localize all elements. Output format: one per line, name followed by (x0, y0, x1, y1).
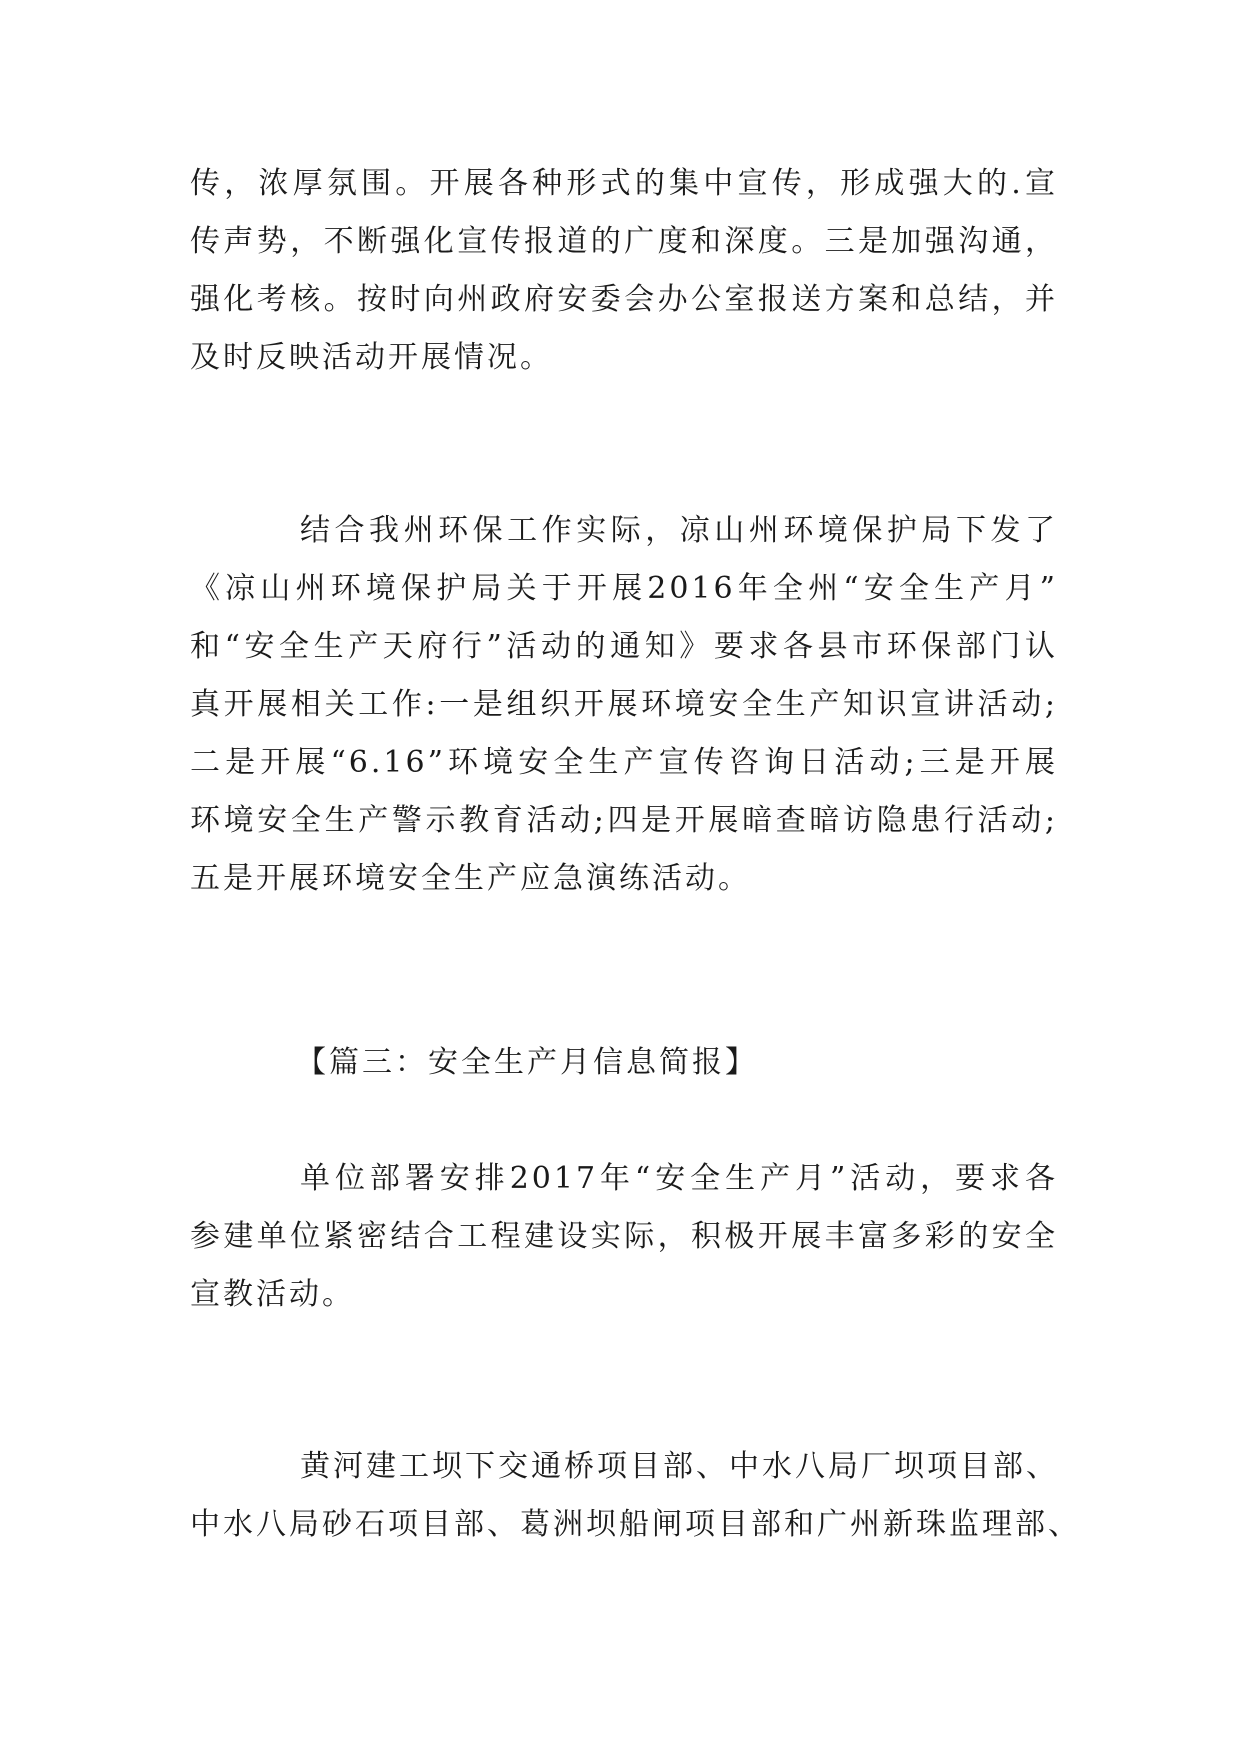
text-line: 结合我州环保工作实际，凉山州环境保护局下发了 (300, 513, 1058, 548)
text-line: 《凉山州环境保护局关于开展2016年全州“安全生产月” (190, 571, 1058, 606)
text-line: 传声势，不断强化宣传报道的广度和深度。三是加强沟通， (190, 224, 1058, 259)
text-line: 传，浓厚氛围。开展各种形式的集中宣传，形成强大的.宣 (190, 166, 1058, 201)
paragraph-continued (190, 155, 1058, 387)
paragraph-safety-month (190, 1150, 1058, 1324)
section-heading: 【篇三：安全生产月信息简报】 (296, 1045, 758, 1080)
text-line: 中水八局砂石项目部、葛洲坝船闸项目部和广州新珠监理部、 (190, 1507, 1081, 1542)
text-line: 黄河建工坝下交通桥项目部、中水八局厂坝项目部、 (300, 1449, 1059, 1484)
text-line: 五是开展环境安全生产应急演练活动。 (190, 861, 751, 896)
text-line: 单位部署安排2017年“安全生产月”活动，要求各 (300, 1161, 1058, 1196)
text-line: 真开展相关工作:一是组织开展环境安全生产知识宣讲活动; (190, 687, 1058, 722)
paragraph-environmental-notice (190, 502, 1058, 908)
text-line: 二是开展“6.16”环境安全生产宣传咨询日活动;三是开展 (190, 745, 1058, 780)
text-line: 强化考核。按时向州政府安委会办公室报送方案和总结，并 (190, 282, 1058, 317)
text-line: 及时反映活动开展情况。 (190, 340, 553, 375)
text-line: 和“安全生产天府行”活动的通知》要求各县市环保部门认 (190, 629, 1058, 664)
text-line: 宣教活动。 (190, 1277, 355, 1312)
text-line: 参建单位紧密结合工程建设实际，积极开展丰富多彩的安全 (190, 1219, 1058, 1254)
text-line: 环境安全生产警示教育活动;四是开展暗查暗访隐患行活动; (190, 803, 1058, 838)
paragraph-project-departments (190, 1438, 1081, 1554)
